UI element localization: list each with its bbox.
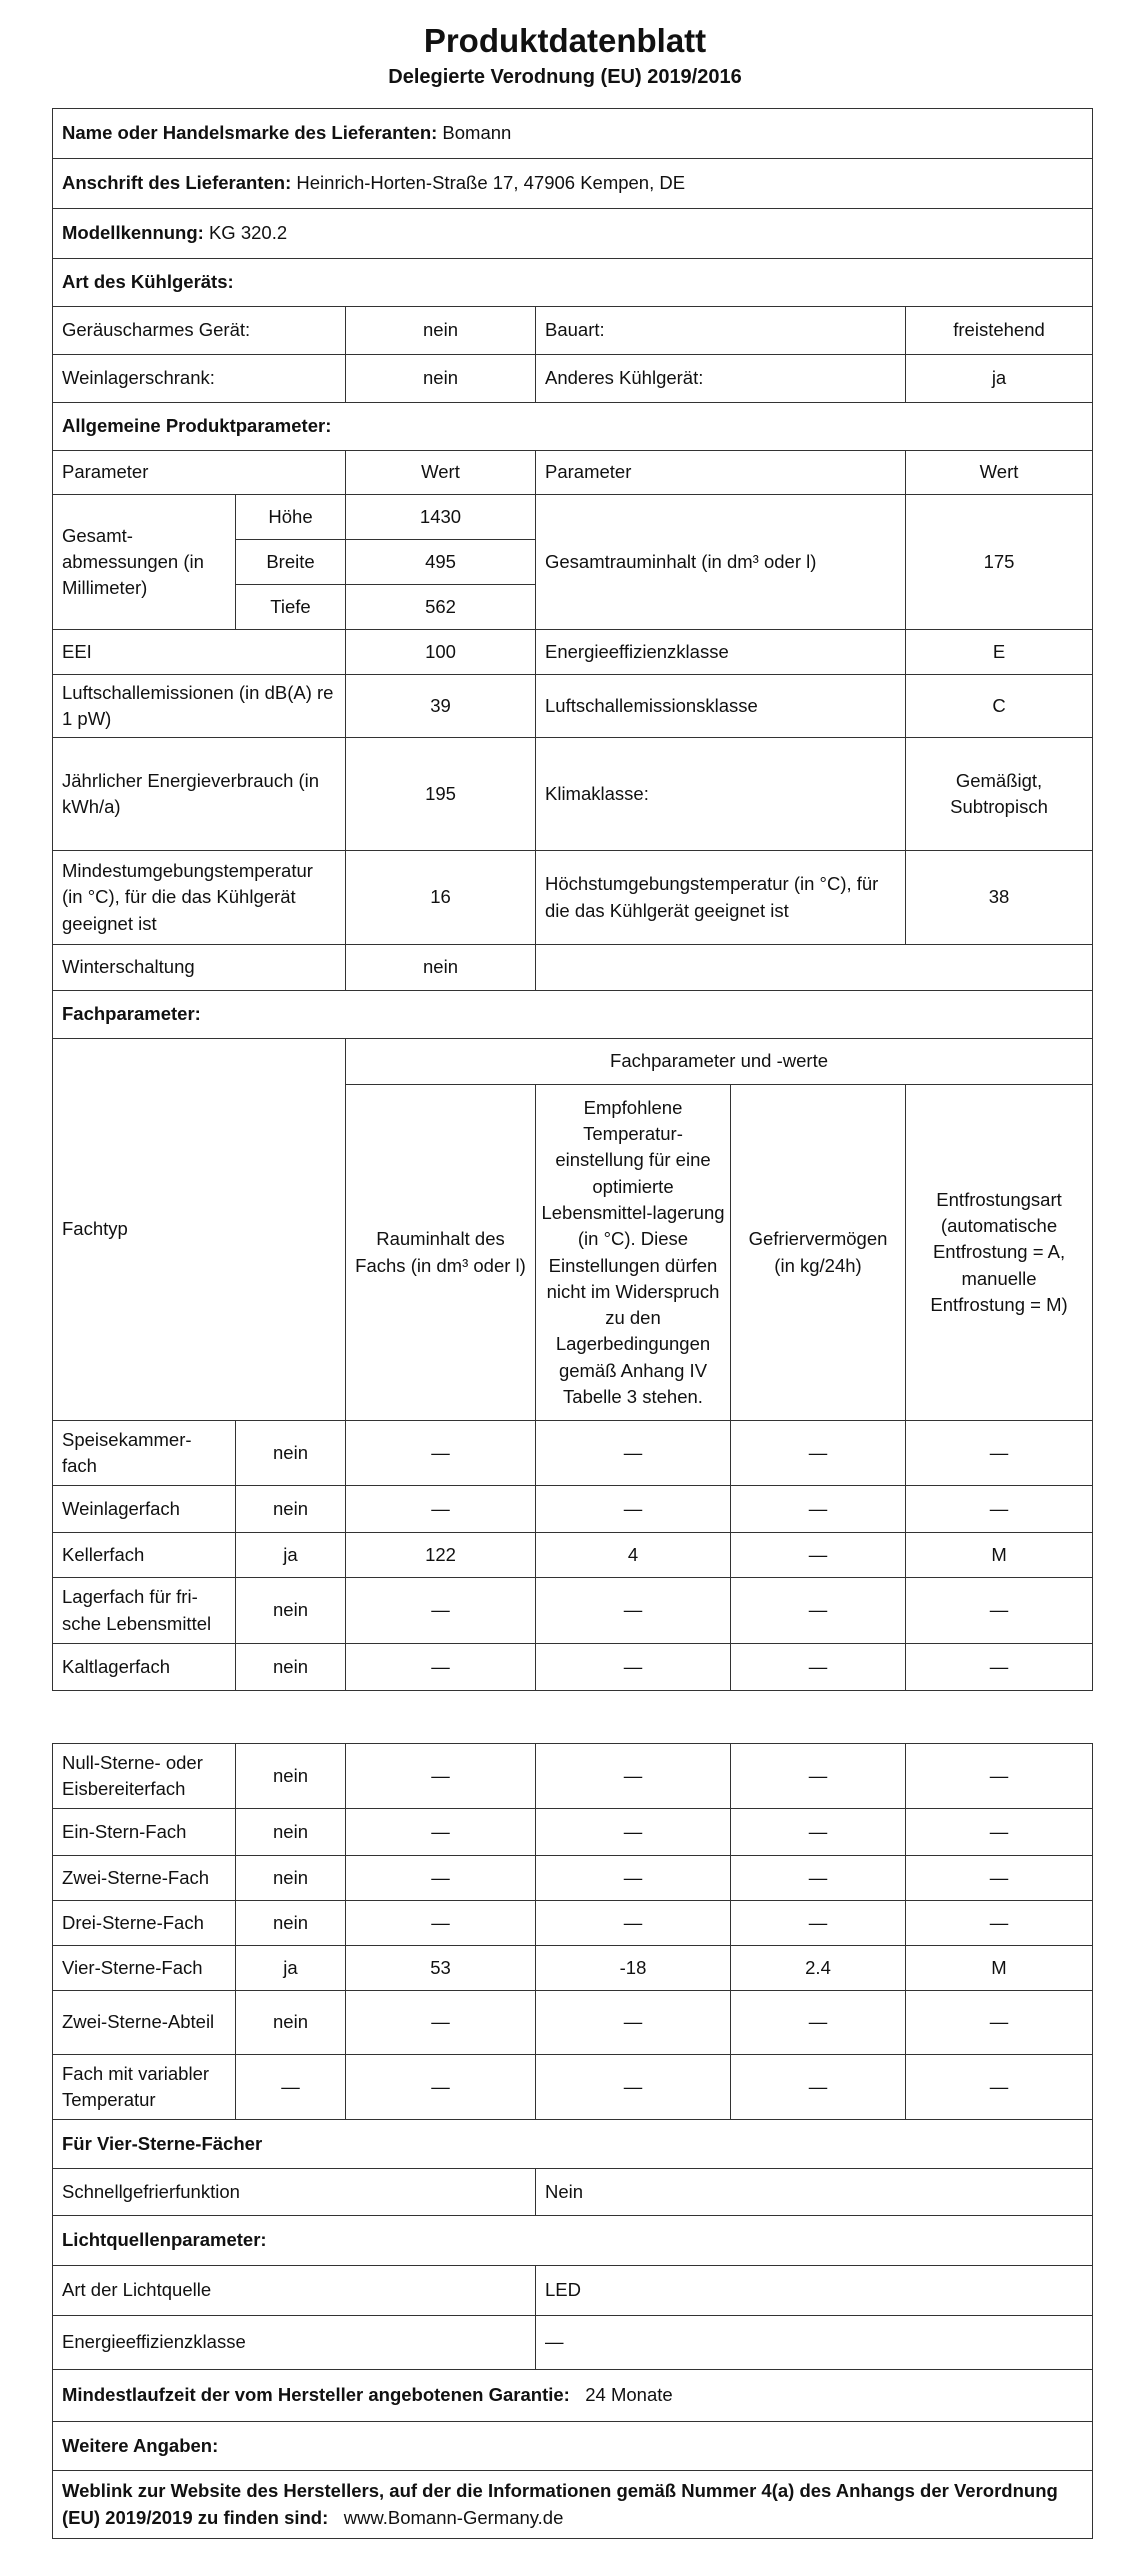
eei-label: EEI xyxy=(53,630,346,675)
warranty-row xyxy=(53,2370,1093,2422)
col-value-left: Wert xyxy=(346,451,536,495)
compartment-name: Fach mit variabler Temperatur xyxy=(53,2055,236,2120)
compartment-row xyxy=(53,1946,1093,1991)
compartment-volume: — xyxy=(346,1856,536,1901)
compartments-group-row xyxy=(53,1039,1093,1085)
compartment-temp: — xyxy=(536,1421,731,1486)
light-type-label: Art der Lichtquelle xyxy=(53,2266,536,2316)
compartment-present: nein xyxy=(236,1744,346,1809)
energy-class-value: E xyxy=(906,630,1093,675)
compartment-present: nein xyxy=(236,1421,346,1486)
compartment-row xyxy=(53,1991,1093,2055)
volume-label: Gesamtrauminhalt (in dm³ oder l) xyxy=(536,495,906,630)
wine-cabinet-value: nein xyxy=(346,355,536,403)
compartment-temp: — xyxy=(536,1644,731,1691)
energy-consumption-label: Jährlicher Energieverbrauch (in kWh/a) xyxy=(53,738,346,851)
compartment-temp: — xyxy=(536,1856,731,1901)
supplier-name-value: Bomann xyxy=(442,122,512,144)
compartment-present: nein xyxy=(236,1856,346,1901)
col-volume-header: Rauminhalt des Fachs (in dm³ oder l) xyxy=(346,1085,536,1421)
compartment-freeze: — xyxy=(731,2055,906,2120)
dim-name: Breite xyxy=(236,540,346,585)
compartment-defrost: — xyxy=(906,1644,1093,1691)
model-label: Modellkennung: xyxy=(62,222,204,244)
document-title: Produktdatenblatt xyxy=(423,22,707,59)
warranty-value: 24 Monate xyxy=(585,2384,673,2406)
compartment-defrost: — xyxy=(906,1856,1093,1901)
compartment-volume: — xyxy=(346,1578,536,1644)
fast-freeze-value: Nein xyxy=(536,2169,1093,2216)
climate-class-value: Gemäßigt, Subtropisch xyxy=(906,738,1093,851)
weblink-row xyxy=(53,2471,1093,2539)
compartment-row xyxy=(53,1421,1093,1486)
general-heading-row xyxy=(53,403,1093,451)
compartment-freeze: — xyxy=(731,1856,906,1901)
supplier-address-row xyxy=(53,159,1093,209)
compartment-present: nein xyxy=(236,1991,346,2055)
other-appliance-value: ja xyxy=(906,355,1093,403)
climate-class-label: Klimaklasse: xyxy=(536,738,906,851)
type-heading: Art des Kühlgeräts: xyxy=(62,271,234,293)
fast-freeze-label: Schnellgefrierfunktion xyxy=(53,2169,536,2216)
temp-row xyxy=(53,851,1093,945)
weblink-label: Weblink zur Website des Herstellers, auf der die Informationen gemäß Nummer 4(a) des Anhangs der Verordnung (EU) 2019/2019 zu finden sind: xyxy=(62,2480,1058,2528)
four-star-heading-row xyxy=(53,2120,1093,2169)
fast-freeze-row xyxy=(53,2169,1093,2216)
compartment-name: Null-Sterne- oder Eisbereiterfach xyxy=(53,1744,236,1809)
compartment-volume: — xyxy=(346,2055,536,2120)
four-star-heading: Für Vier-Sterne-Fächer xyxy=(62,2132,263,2154)
type-row-1 xyxy=(53,307,1093,355)
compartment-volume: — xyxy=(346,1901,536,1946)
compartment-rows-1 xyxy=(53,1421,1093,1691)
col-freeze-header: Gefriervermögen (in kg/24h) xyxy=(731,1085,906,1421)
col-temp-header: Empfohlene Temperatur-einstellung für eine optimierte Lebensmittel-lagerung (in °C). Diese Einstellungen dürfen nicht im Widerspruch zu den Lagerbedingungen gemäß Anhang IV Tabelle 3 stehen. xyxy=(536,1085,731,1421)
compartment-defrost: — xyxy=(906,1901,1093,1946)
compartment-temp: 4 xyxy=(536,1533,731,1578)
general-columns-row xyxy=(53,451,1093,495)
compartment-present: nein xyxy=(236,1644,346,1691)
light-eclass-value: — xyxy=(536,2316,1093,2370)
compartment-defrost: — xyxy=(906,1486,1093,1533)
light-eclass-label: Energieeffizienzklasse xyxy=(53,2316,536,2370)
winter-label: Winterschaltung xyxy=(53,945,346,991)
supplier-address-label: Anschrift des Lieferanten: xyxy=(62,172,292,194)
min-temp-label: Mindestumgebungstemperatur (in °C), für die das Kühlgerät geeignet ist xyxy=(53,851,346,945)
winter-value: nein xyxy=(346,945,536,991)
compartment-row xyxy=(53,2055,1093,2120)
weblink-value: www.Bomann-Germany.de xyxy=(343,2506,564,2528)
noise-row xyxy=(53,675,1093,738)
compartment-row xyxy=(53,1533,1093,1578)
light-heading-row xyxy=(53,2216,1093,2266)
compartment-temp: — xyxy=(536,1578,731,1644)
compartment-row xyxy=(53,1486,1093,1533)
dims-row-height xyxy=(53,495,1093,540)
col-parameter-left: Parameter xyxy=(53,451,346,495)
compartment-defrost: — xyxy=(906,1809,1093,1856)
warranty-label: Mindestlaufzeit der vom Hersteller angebotenen Garantie: xyxy=(62,2384,570,2406)
compartment-volume: — xyxy=(346,1421,536,1486)
dims-label: Gesamt-abmessungen (in Millimeter) xyxy=(53,495,236,630)
compartment-freeze: — xyxy=(731,1809,906,1856)
compartment-name: Lagerfach für fri-sche Lebensmittel xyxy=(53,1578,236,1644)
compartment-temp: — xyxy=(536,1901,731,1946)
compartment-present: ja xyxy=(236,1946,346,1991)
compartment-temp: — xyxy=(536,1991,731,2055)
compartment-name: Kellerfach xyxy=(53,1533,236,1578)
compartment-row xyxy=(53,1644,1093,1691)
product-table-bottom xyxy=(52,1743,1093,2539)
compartment-row xyxy=(53,1856,1093,1901)
further-heading-row xyxy=(53,2422,1093,2471)
compartment-volume: — xyxy=(346,1991,536,2055)
compartment-freeze: — xyxy=(731,1901,906,1946)
compartment-volume: 53 xyxy=(346,1946,536,1991)
model-value: KG 320.2 xyxy=(208,222,288,244)
supplier-address-value: Heinrich-Horten-Straße 17, 47906 Kempen, DE xyxy=(296,172,686,194)
compartment-freeze: 2.4 xyxy=(731,1946,906,1991)
dim-value: 562 xyxy=(346,585,536,630)
compartment-temp: — xyxy=(536,1744,731,1809)
type-row-2 xyxy=(53,355,1093,403)
light-heading: Lichtquellenparameter: xyxy=(62,2229,267,2251)
low-noise-label: Geräuscharmes Gerät: xyxy=(53,307,346,355)
compartment-volume: 122 xyxy=(346,1533,536,1578)
design-label: Bauart: xyxy=(536,307,906,355)
compartment-present: nein xyxy=(236,1486,346,1533)
group-header: Fachparameter und -werte xyxy=(346,1039,1093,1085)
compartment-present: ja xyxy=(236,1533,346,1578)
min-temp-value: 16 xyxy=(346,851,536,945)
dim-value: 495 xyxy=(346,540,536,585)
col-parameter-right: Parameter xyxy=(536,451,906,495)
compartment-freeze: — xyxy=(731,1421,906,1486)
light-type-row xyxy=(53,2266,1093,2316)
compartment-name: Drei-Sterne-Fach xyxy=(53,1901,236,1946)
low-noise-value: nein xyxy=(346,307,536,355)
document-subtitle: Delegierte Verodnung (EU) 2019/2016 xyxy=(388,66,742,88)
compartment-row xyxy=(53,1578,1093,1644)
compartment-temp: -18 xyxy=(536,1946,731,1991)
col-defrost-header: Entfrostungsart (automatische Entfrostung = A, manuelle Entfrostung = M) xyxy=(906,1085,1093,1421)
compartment-present: — xyxy=(236,2055,346,2120)
supplier-name-label: Name oder Handelsmarke des Lieferanten: xyxy=(62,122,438,144)
compartment-defrost: — xyxy=(906,1744,1093,1809)
compartments-heading: Fachparameter: xyxy=(62,1003,201,1025)
compartment-defrost: — xyxy=(906,1991,1093,2055)
design-value: freistehend xyxy=(906,307,1093,355)
energy-class-label: Energieeffizienzklasse xyxy=(536,630,906,675)
compartment-name: Speisekammer-fach xyxy=(53,1421,236,1486)
dim-name: Tiefe xyxy=(236,585,346,630)
light-type-value: LED xyxy=(536,2266,1093,2316)
compartment-defrost: — xyxy=(906,1421,1093,1486)
noise-label: Luftschallemissionen (in dB(A) re 1 pW) xyxy=(53,675,346,738)
compartment-volume: — xyxy=(346,1744,536,1809)
empty-cell xyxy=(536,945,1093,991)
wine-cabinet-label: Weinlagerschrank: xyxy=(53,355,346,403)
light-eclass-row xyxy=(53,2316,1093,2370)
eei-row xyxy=(53,630,1093,675)
compartment-name: Kaltlagerfach xyxy=(53,1644,236,1691)
compartment-volume: — xyxy=(346,1809,536,1856)
type-heading-row xyxy=(53,259,1093,307)
energy-consumption-value: 195 xyxy=(346,738,536,851)
noise-class-value: C xyxy=(906,675,1093,738)
max-temp-label: Höchstumgebungstemperatur (in °C), für die das Kühlgerät geeignet ist xyxy=(536,851,906,945)
compartment-present: nein xyxy=(236,1578,346,1644)
compartment-name: Zwei-Sterne-Fach xyxy=(53,1856,236,1901)
compartment-temp: — xyxy=(536,1486,731,1533)
compartment-freeze: — xyxy=(731,1486,906,1533)
further-heading: Weitere Angaben: xyxy=(62,2434,219,2456)
compartment-volume: — xyxy=(346,1486,536,1533)
compartment-defrost: M xyxy=(906,1533,1093,1578)
compartment-temp: — xyxy=(536,2055,731,2120)
compartment-defrost: M xyxy=(906,1946,1093,1991)
noise-class-label: Luftschallemissionsklasse xyxy=(536,675,906,738)
dim-name: Höhe xyxy=(236,495,346,540)
compartment-name: Weinlagerfach xyxy=(53,1486,236,1533)
compartment-freeze: — xyxy=(731,1991,906,2055)
model-row xyxy=(53,209,1093,259)
compartment-present: nein xyxy=(236,1901,346,1946)
col-value-right: Wert xyxy=(906,451,1093,495)
compartment-freeze: — xyxy=(731,1744,906,1809)
eei-value: 100 xyxy=(346,630,536,675)
fachtyp-label: Fachtyp xyxy=(53,1039,346,1421)
compartment-name: Ein-Stern-Fach xyxy=(53,1809,236,1856)
compartment-name: Zwei-Sterne-Abteil xyxy=(53,1991,236,2055)
compartment-present: nein xyxy=(236,1809,346,1856)
max-temp-value: 38 xyxy=(906,851,1093,945)
winter-row xyxy=(53,945,1093,991)
dim-value: 1430 xyxy=(346,495,536,540)
compartment-temp: — xyxy=(536,1809,731,1856)
compartment-rows-2 xyxy=(53,1744,1093,2120)
compartment-row xyxy=(53,1809,1093,1856)
noise-value: 39 xyxy=(346,675,536,738)
product-table-top xyxy=(52,108,1093,1691)
compartment-defrost: — xyxy=(906,2055,1093,2120)
compartment-row xyxy=(53,1744,1093,1809)
general-heading: Allgemeine Produktparameter: xyxy=(62,415,332,437)
compartment-defrost: — xyxy=(906,1578,1093,1644)
other-appliance-label: Anderes Kühlgerät: xyxy=(536,355,906,403)
supplier-name-row xyxy=(53,109,1093,159)
compartment-freeze: — xyxy=(731,1533,906,1578)
compartments-heading-row xyxy=(53,991,1093,1039)
compartment-freeze: — xyxy=(731,1644,906,1691)
compartment-freeze: — xyxy=(731,1578,906,1644)
energy-row xyxy=(53,738,1093,851)
compartment-volume: — xyxy=(346,1644,536,1691)
volume-value: 175 xyxy=(906,495,1093,630)
compartment-row xyxy=(53,1901,1093,1946)
compartment-name: Vier-Sterne-Fach xyxy=(53,1946,236,1991)
